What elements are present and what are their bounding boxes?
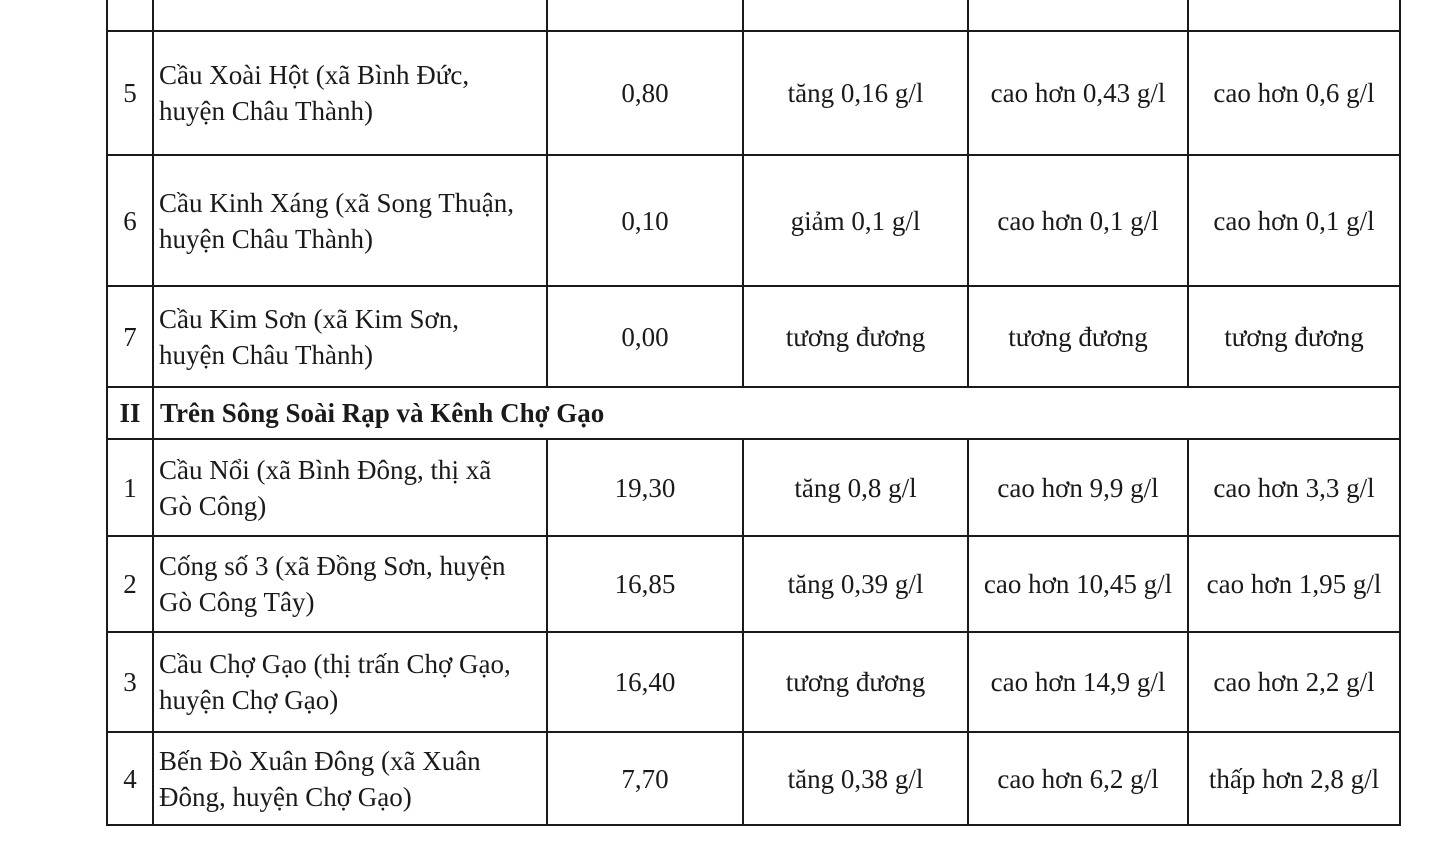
cell-compare-b: thấp hơn 2,8 g/l (1188, 732, 1400, 825)
section-number: II (107, 387, 153, 439)
cell-change: tăng 0,38 g/l (743, 732, 968, 825)
cell-value (547, 0, 743, 31)
table-row (107, 286, 1400, 387)
cell-change: tăng 0,39 g/l (743, 536, 968, 632)
table-row (107, 155, 1400, 286)
table-row (107, 732, 1400, 825)
section-title: Trên Sông Soài Rạp và Kênh Chợ Gạo (153, 387, 1400, 439)
cell-compare-b: cao hơn 0,1 g/l (1188, 155, 1400, 286)
cell-stt: 7 (107, 286, 153, 387)
cell-location (153, 536, 547, 632)
cell-compare-b: tương đương (1188, 286, 1400, 387)
cell-location (153, 286, 547, 387)
location-line-2: Gò Công) (159, 490, 267, 521)
cell-compare-b: cao hơn 1,95 g/l (1188, 536, 1400, 632)
location-line-2: Đông, huyện Chợ Gạo) (159, 781, 412, 812)
cell-compare-a: cao hơn 6,2 g/l (968, 732, 1188, 825)
cell-value: 0,00 (547, 286, 743, 387)
cell-change (743, 0, 968, 31)
table-row (107, 31, 1400, 155)
location-line-1: Bến Đò Xuân Đông (xã Xuân (159, 745, 481, 776)
cell-value: 0,80 (547, 31, 743, 155)
cell-compare-b: cao hơn 3,3 g/l (1188, 439, 1400, 536)
salinity-table (106, 0, 1401, 826)
cell-stt (107, 0, 153, 31)
location-line-2: Gò Công Tây) (159, 587, 315, 617)
cell-location (153, 732, 547, 825)
cell-change: giảm 0,1 g/l (743, 155, 968, 286)
cell-location (153, 439, 547, 536)
cell-compare-a: cao hơn 10,45 g/l (968, 536, 1188, 632)
location-line-2: huyện Châu Thành) (159, 339, 373, 370)
cell-change: tăng 0,16 g/l (743, 31, 968, 155)
location-line-2: huyện Châu Thành) (159, 223, 373, 254)
cell-compare-a: cao hơn 0,1 g/l (968, 155, 1188, 286)
table-row (107, 439, 1400, 536)
location-line-1: Cầu Chợ Gạo (thị trấn Chợ Gạo, (159, 649, 511, 679)
cell-compare-a: tương đương (968, 286, 1188, 387)
cell-value: 16,40 (547, 632, 743, 732)
cell-stt: 2 (107, 536, 153, 632)
cell-change: tăng 0,8 g/l (743, 439, 968, 536)
cell-stt: 5 (107, 31, 153, 155)
cell-compare-a: cao hơn 0,43 g/l (968, 31, 1188, 155)
location-line-1: Cầu Kim Sơn (xã Kim Sơn, (159, 303, 460, 334)
cell-compare-b: cao hơn 0,6 g/l (1188, 31, 1400, 155)
table-row (107, 536, 1400, 632)
section-header-row (107, 387, 1400, 439)
cell-value: 7,70 (547, 732, 743, 825)
location-line-1: Cầu Kinh Xáng (xã Song Thuận, (159, 187, 514, 218)
cell-value: 19,30 (547, 439, 743, 536)
location-line-2: huyện Chợ Gạo) (159, 685, 339, 715)
cell-stt: 1 (107, 439, 153, 536)
cell-compare-b (1188, 0, 1400, 31)
cell-value: 0,10 (547, 155, 743, 286)
cell-location (153, 31, 547, 155)
location-line-1: Cầu Nổi (xã Bình Đông, thị xã (159, 454, 492, 485)
cell-stt: 4 (107, 732, 153, 825)
cell-compare-a: cao hơn 14,9 g/l (968, 632, 1188, 732)
cell-compare-a: cao hơn 9,9 g/l (968, 439, 1188, 536)
location-line-1: Cầu Xoài Hột (xã Bình Đức, (159, 60, 470, 90)
cell-change: tương đương (743, 286, 968, 387)
cut-off-row (107, 0, 1400, 31)
cell-compare-b: cao hơn 2,2 g/l (1188, 632, 1400, 732)
cell-stt: 3 (107, 632, 153, 732)
table-row (107, 632, 1400, 732)
cell-location (153, 632, 547, 732)
cell-change: tương đương (743, 632, 968, 732)
cell-stt: 6 (107, 155, 153, 286)
location-line-2: huyện Châu Thành) (159, 96, 373, 126)
cell-compare-a (968, 0, 1188, 31)
cell-value: 16,85 (547, 536, 743, 632)
location-line-1: Cống số 3 (xã Đồng Sơn, huyện (159, 551, 506, 581)
cell-location (153, 0, 547, 31)
cell-location (153, 155, 547, 286)
